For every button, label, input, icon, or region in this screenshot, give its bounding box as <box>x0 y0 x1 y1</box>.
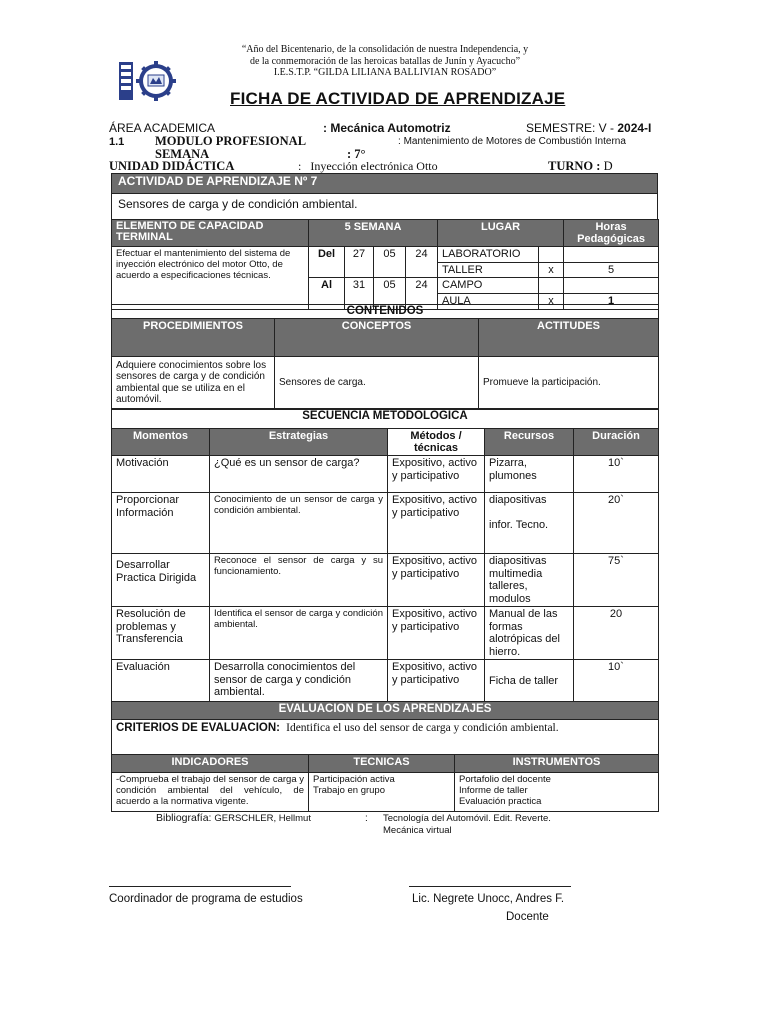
recursos-header: Recursos <box>485 429 574 456</box>
indicadores-header: INDICADORES <box>112 755 309 773</box>
bibliografia-refs <box>383 813 551 837</box>
criterios-row <box>112 720 659 755</box>
semestre-label: SEMESTRE: V - <box>526 121 618 135</box>
lugar-hours: 5 <box>564 262 659 278</box>
tecnicas-cell <box>309 773 455 812</box>
horas-header: Horas Pedagógicas <box>564 220 659 247</box>
duracion-cell: 75` <box>574 554 659 607</box>
table-row <box>112 660 659 703</box>
estrategia-cell: Desarrolla conocimientos del sensor de carga y condición ambiental. <box>210 660 388 703</box>
institution-logo <box>118 60 178 102</box>
estrategia-cell: ¿Qué es un sensor de carga? <box>210 456 388 493</box>
bibliografia-author: GERSCHLER, Hellmut <box>214 813 311 824</box>
momento-cell: Resolución de problemas y Transferencia <box>112 607 210 660</box>
elemento-table <box>111 219 659 310</box>
modulo-row: : Mantenimiento de Motores de Combustión Interna <box>398 136 626 147</box>
estrategia-cell: Reconoce el sensor de carga y su funcionamiento. <box>210 554 388 607</box>
conceptos-header: CONCEPTOS <box>275 319 479 357</box>
duracion-cell: 20 <box>574 607 659 660</box>
semestre-row <box>526 121 651 135</box>
estrategia-cell: Identifica el sensor de carga y condición ambiental. <box>210 607 388 660</box>
lugar-name: CAMPO <box>438 278 539 294</box>
lugar-mark: x <box>539 294 564 310</box>
semana-label: SEMANA <box>155 147 210 161</box>
recurso-cell: Ficha de taller <box>485 660 574 703</box>
modulo-label: MODULO PROFESIONAL <box>155 134 307 148</box>
lugar-name: AULA <box>438 294 539 310</box>
unidad-value: Inyección electrónica Otto <box>310 159 438 173</box>
metodo-cell: Expositivo, activo y participativo <box>388 660 485 703</box>
duracion-cell: 20` <box>574 493 659 554</box>
docente-name: Lic. Negrete Unocc, Andres F. <box>412 893 565 905</box>
al-label: Al <box>309 278 345 310</box>
lugar-mark <box>539 247 564 263</box>
momento-cell: Desarrollar Practica Dirigida <box>112 554 210 607</box>
bibliografia-sep: : <box>365 813 368 824</box>
secuencia-table <box>111 409 659 703</box>
contenidos-table <box>111 304 659 409</box>
bibliografia-ref: Tecnología del Automóvil. Edit. Reverte. <box>383 813 551 824</box>
instrumentos-header: INSTRUMENTOS <box>455 755 659 773</box>
estrategia-cell: Conocimiento de un sensor de carga y condición ambiental. <box>210 493 388 554</box>
metodo-cell: Expositivo, activo y participativo <box>388 607 485 660</box>
momento-cell: Proporcionar Información <box>112 493 210 554</box>
semana-value: : 7° <box>347 147 366 161</box>
del-day: 27 <box>345 247 374 278</box>
instrumento-item: Evaluación practica <box>459 796 542 807</box>
table-row <box>112 456 659 493</box>
elemento-text: Efectuar el mantenimiento del sistema de inyección electrónico del motor Otto, de acuerdo a especificaciones técnicas. <box>112 247 309 310</box>
indicadores-text: -Comprueba el trabajo del sensor de carga y condición ambiental del vehículo, de acuerdo a la normativa vigente. <box>112 773 309 812</box>
gear-icon <box>118 60 178 102</box>
conceptos-text: Sensores de carga. <box>275 357 479 409</box>
signature-line-docente <box>409 886 571 887</box>
header-motto <box>200 44 570 79</box>
momentos-header: Momentos <box>112 429 210 456</box>
del-month: 05 <box>374 247 406 278</box>
al-year: 24 <box>406 278 438 310</box>
metodos-header: Métodos / técnicas <box>388 429 485 456</box>
metodo-cell: Expositivo, activo y participativo <box>388 493 485 554</box>
tecnica-item: Participación activa <box>313 774 395 785</box>
elemento-header: ELEMENTO DE CAPACIDAD TERMINAL <box>112 220 309 247</box>
al-month: 05 <box>374 278 406 310</box>
instrumento-item: Informe de taller <box>459 785 528 796</box>
lugar-name: LABORATORIO <box>438 247 539 263</box>
procedimientos-header: PROCEDIMIENTOS <box>112 319 275 357</box>
recurso-cell: diapositivas infor. Tecno. <box>485 493 574 554</box>
secuencia-title: SECUENCIA METODOLÓGICA <box>112 410 659 429</box>
tecnica-item: Trabajo en grupo <box>313 785 386 796</box>
modulo-number: 1.1 <box>109 136 125 148</box>
bibliografia-row <box>156 812 311 824</box>
motto-line-3: I.E.S.T.P. “GILDA LILIANA BALLIVIAN ROSADO” <box>273 67 497 78</box>
signature-line-coordinador <box>109 886 291 887</box>
evaluacion-table <box>111 701 659 812</box>
lugar-header: LUGAR <box>438 220 564 247</box>
table-row <box>112 607 659 660</box>
criterios-value: Identifica el uso del sensor de carga y condición ambiental. <box>286 722 559 734</box>
motto-line-1: “Año del Bicentenario, de la consolidación de nuestra Independencia, y <box>241 44 529 55</box>
instrumento-item: Portafolio del docente <box>459 774 551 785</box>
tecnicas-header: TECNICAS <box>309 755 455 773</box>
momento-cell: Motivación <box>112 456 210 493</box>
al-day: 31 <box>345 278 374 310</box>
actividad-name: Sensores de carga y de condición ambiental. <box>112 194 658 220</box>
contenidos-title: CONTENIDOS <box>112 305 659 319</box>
evaluacion-title: EVALUACION DE LOS APRENDIZAJES <box>112 702 659 720</box>
metodo-cell: Expositivo, activo y participativo <box>388 456 485 493</box>
lugar-hours <box>564 247 659 263</box>
duracion-cell: 10` <box>574 456 659 493</box>
motto-line-2: de la conmemoración de las heroicas batallas de Junín y Ayacucho” <box>249 55 521 67</box>
table-row <box>112 554 659 607</box>
modulo-value: Mantenimiento de Motores de Combustión Interna <box>403 136 626 147</box>
unidad-label: UNIDAD DIDÁCTICA <box>109 159 235 173</box>
bibliografia-label: Bibliografía: <box>156 812 212 824</box>
lugar-hours: 1 <box>564 294 659 310</box>
page-title: FICHA DE ACTIVIDAD DE APRENDIZAJE <box>230 89 566 108</box>
del-label: Del <box>309 247 345 278</box>
actividad-table <box>111 173 658 220</box>
area-value: : Mecánica Automotriz <box>323 121 451 135</box>
bibliografia-ref: Mecánica virtual <box>383 825 452 836</box>
lugar-name: TALLER <box>438 262 539 278</box>
turno-value: D <box>603 159 613 173</box>
actividad-header: ACTIVIDAD DE APRENDIZAJE Nº 7 <box>112 174 658 194</box>
semana-header: 5 SEMANA <box>309 220 438 247</box>
actitudes-text: Promueve la participación. <box>479 357 659 409</box>
procedimientos-text: Adquiere conocimientos sobre los sensores de carga y de condición ambiental que se utiliza en el automóvil. <box>112 357 275 409</box>
del-year: 24 <box>406 247 438 278</box>
recurso-cell: diapositivas multimedia talleres, modulos <box>485 554 574 607</box>
momento-cell: Evaluación <box>112 660 210 703</box>
lugar-mark: x <box>539 262 564 278</box>
lugar-mark <box>539 278 564 294</box>
table-row <box>112 493 659 554</box>
lugar-hours <box>564 278 659 294</box>
semestre-value: 2024-I <box>617 121 652 135</box>
coordinador-label: Coordinador de programa de estudios <box>109 893 303 905</box>
estrategias-header: Estrategias <box>210 429 388 456</box>
turno-label: TURNO : <box>548 159 601 173</box>
recurso-cell: Pizarra, plumones <box>485 456 574 493</box>
recurso-cell: Manual de las formas alotrópicas del hierro. <box>485 607 574 660</box>
docente-role: Docente <box>506 911 549 923</box>
criterios-label: CRITERIOS DE EVALUACION: <box>116 722 280 734</box>
unidad-row: : Inyección electrónica Otto <box>298 159 438 173</box>
turno-row <box>548 159 613 174</box>
area-label: ÁREA ACADEMICA <box>109 121 216 135</box>
instrumentos-cell <box>455 773 659 812</box>
metodo-cell: Expositivo, activo y participativo <box>388 554 485 607</box>
duracion-cell: 10` <box>574 660 659 703</box>
actitudes-header: ACTITUDES <box>479 319 659 357</box>
duracion-header: Duración <box>574 429 659 456</box>
